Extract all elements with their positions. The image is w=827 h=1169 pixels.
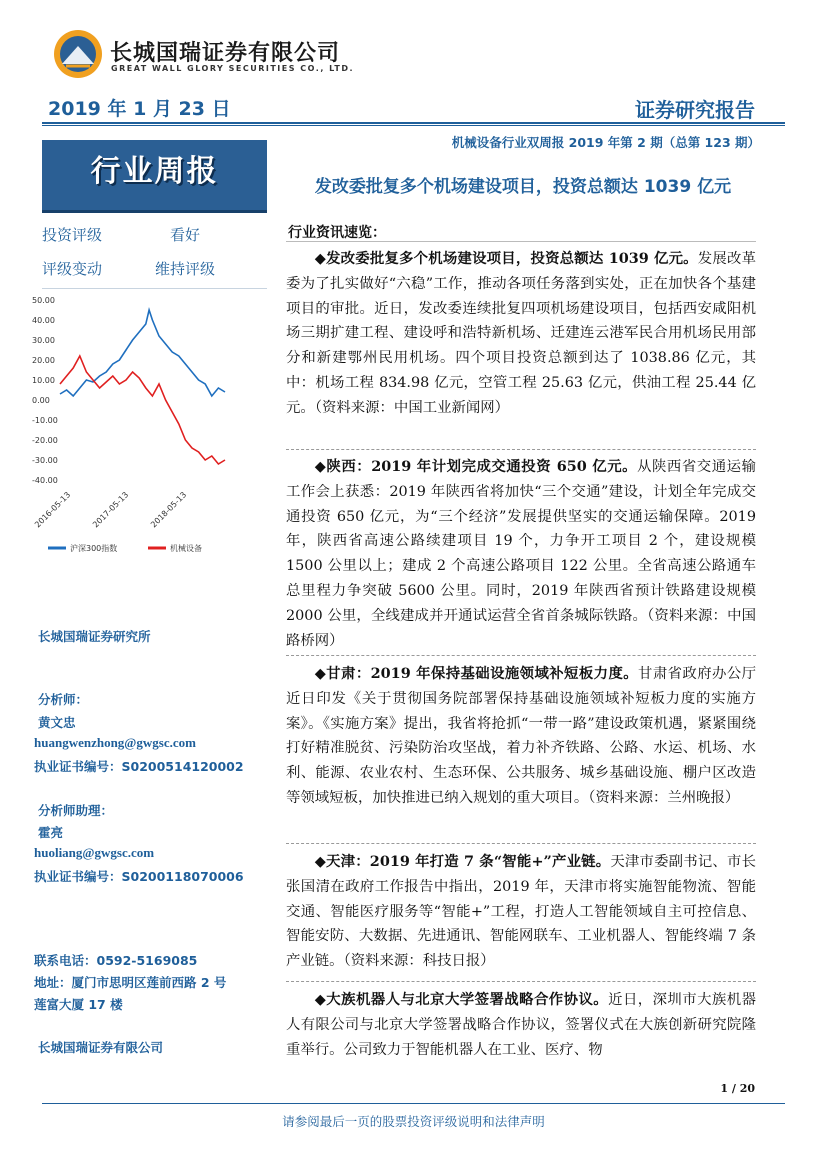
news-separator — [286, 655, 756, 657]
assistant-name: 霍亮 — [38, 825, 64, 840]
analyst-email[interactable]: huangwenzhong@gwgsc.com — [34, 735, 196, 750]
footer-disclaimer-note: 请参阅最后一页的股票投资评级说明和法律声明 — [282, 1114, 545, 1129]
rating-value: 看好 — [170, 226, 201, 244]
report-series: 机械设备行业双周报 2019 年第 2 期（总第 123 期） — [451, 135, 760, 150]
news-title: ◆甘肃：2019 年保持基础设施领域补短板力度。 — [314, 665, 639, 682]
y-tick-label: 30.00 — [32, 336, 55, 345]
news-item — [286, 662, 756, 811]
y-tick-label: -40.00 — [32, 476, 58, 485]
y-tick-label: 0.00 — [32, 396, 50, 405]
y-tick-label: 20.00 — [32, 356, 55, 365]
header-divider-thin — [42, 125, 785, 126]
company-name-cn: 长城国瑞证券有限公司 — [110, 41, 341, 66]
legend-label: 沪深300指数 — [70, 544, 118, 553]
news-item — [286, 850, 756, 974]
news-item — [286, 988, 756, 1062]
analyst-label: 分析师： — [38, 692, 89, 707]
page-number: 1 / 20 — [720, 1082, 755, 1095]
assistant-label: 分析师助理： — [38, 803, 114, 818]
news-item — [286, 247, 756, 421]
assistant-certificate: 执业证书编号：S0200118070006 — [34, 869, 244, 884]
header-divider — [42, 122, 785, 124]
analyst-name: 黄文忠 — [38, 715, 76, 730]
company-logo — [52, 28, 104, 80]
y-tick-label: -30.00 — [32, 456, 58, 465]
section-underline — [286, 241, 756, 242]
y-tick-label: 50.00 — [32, 296, 55, 305]
news-separator — [286, 843, 756, 845]
y-tick-label: -10.00 — [32, 416, 58, 425]
footer-divider — [42, 1103, 785, 1104]
news-body: 从陕西省交通运输工作会上获悉：2019 年陕西省将加快“三个交通”建设，计划全年完成交通投资 650 亿元，为“三个经济”发展提供坚实的交通运输保障。2019 年，陕西省高速公路续建项目 19 个，力争开工项目 2 个，建设规模 1500 公里以上；建成 2 个高速公路项目 122 公里。全省高速公路通车总里程力争突破 5600 公里。同时，2019 年陕西省预计铁路建设规模 2000 公里，全线建成并开通试运营全省首条城际铁路。（资料来源：中国路桥网） — [286, 459, 756, 649]
news-item — [286, 455, 756, 653]
report-type: 证券研究报告 — [635, 98, 755, 122]
section-label: 行业资讯速览： — [288, 225, 386, 241]
contact-address-line1: 地址：厦门市思明区莲前西路 2 号 — [34, 975, 227, 990]
news-title: ◆发改委批复多个机场建设项目，投资总额达 1039 亿元。 — [314, 250, 698, 267]
news-title: ◆陕西：2019 年计划完成交通投资 650 亿元。 — [314, 458, 638, 475]
news-body: 甘肃省政府办公厅近日印发《关于贯彻国务院部署保持基础设施领域补短板力度的实施方案》。《实施方案》提出，我省将抢抓“一带一路”建设政策机遇，紧紧围绕打好精准脱贫、污染防治攻坚战，着力补齐铁路、公路、水运、机场、水利、能源、农业农村、生态环保、公共服务、城乡基础设施、棚户区改造等领域短板，加快推进已纳入规划的重大项目。（资料来源：兰州晚报） — [286, 666, 756, 806]
news-separator — [286, 981, 756, 983]
rating-divider — [42, 288, 267, 289]
y-tick-label: -20.00 — [32, 436, 58, 445]
rating-change-value: 维持评级 — [155, 260, 216, 278]
x-tick-label: 2018-05-13 — [149, 490, 189, 530]
research-institute: 长城国瑞证券研究所 — [38, 629, 151, 644]
x-tick-label: 2017-05-13 — [91, 490, 131, 530]
company-name-en: GREAT WALL GLORY SECURITIES CO., LTD. — [111, 64, 355, 73]
contact-address-line2: 莲富大厦 17 楼 — [34, 997, 123, 1012]
performance-chart — [20, 292, 270, 564]
report-date: 2019 年 1 月 23 日 — [48, 98, 231, 120]
x-tick-label: 2016-05-13 — [33, 490, 73, 530]
news-body: 天津市委副书记、市长张国清在政府工作报告中指出，2019 年，天津市将实施智能物流、智能交通、智能医疗服务等“智能+”工程，打造人工智能领域自主可控信息、智能安防、大数据、先进通讯、智能网联车、工业机器人、智能终端 7 条产业链。（资料来源：科技日报） — [286, 854, 756, 970]
news-body: 发展改革委为了扎实做好“六稳”工作，推动各项任务落到实处，正在加快各个基建项目的审批。近日，发改委连续批复四项机场建设项目，包括西安咸阳机场三期扩建工程、建设呼和浩特新机场、迁建连云港军民合用机场民用部分和新建鄂州民用机场。四个项目投资总额到达了 1038.86 亿元，其中：机场工程 834.98 亿元，空管工程 25.63 亿元，供油工程 25.44 亿元。（资料来源：中国工业新闻网） — [286, 251, 756, 416]
y-tick-label: 40.00 — [32, 316, 55, 325]
news-separator — [286, 449, 756, 451]
report-headline: 发改委批复多个机场建设项目，投资总额达 1039 亿元 — [314, 177, 732, 197]
news-title: ◆大族机器人与北京大学签署战略合作协议。 — [314, 991, 609, 1008]
weekly-report-title: 行业周报 — [90, 154, 219, 189]
series-line — [60, 356, 225, 464]
analyst-certificate: 执业证书编号：S0200514120002 — [34, 759, 244, 774]
weekly-report-banner — [42, 140, 267, 213]
news-body: 近日，深圳市大族机器人有限公司与北京大学签署战略合作协议，签署仪式在大族创新研究院隆重举行。公司致力于智能机器人在工业、医疗、物 — [286, 992, 756, 1058]
assistant-email[interactable]: huoliang@gwgsc.com — [34, 845, 155, 860]
legend-label: 机械设备 — [170, 544, 202, 553]
y-tick-label: 10.00 — [32, 376, 55, 385]
news-title: ◆天津：2019 年打造 7 条“智能+”产业链。 — [314, 853, 611, 870]
rating-change-label: 评级变动 — [42, 260, 103, 278]
contact-phone: 联系电话：0592-5169085 — [34, 953, 198, 968]
rating-label: 投资评级 — [42, 226, 103, 244]
company-footer-name: 长城国瑞证券有限公司 — [38, 1040, 164, 1055]
